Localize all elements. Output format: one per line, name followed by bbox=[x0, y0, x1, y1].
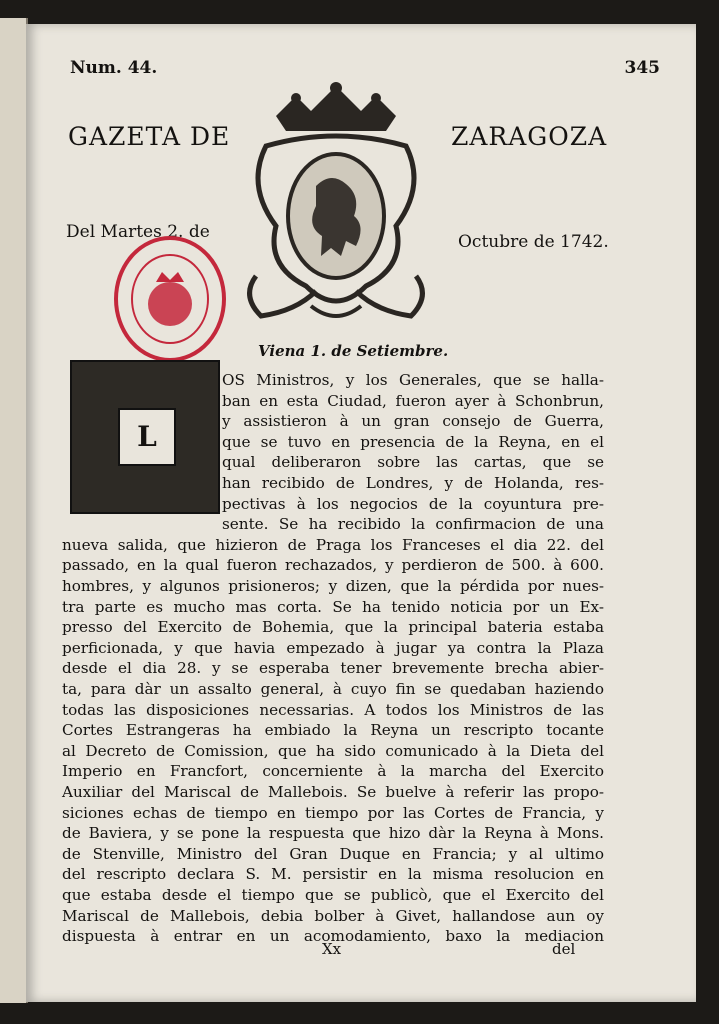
article-line: todas las disposiciones necessarias. A todos los Ministros de las bbox=[62, 700, 604, 719]
issue-number: Num. 44. bbox=[70, 58, 158, 78]
article-line: sente. Se ha recibido la confirmacion de una bbox=[222, 515, 604, 534]
article-line: Imperio en Francfort, concerniente à la marcha del Exercito bbox=[62, 762, 604, 781]
article-line: presso del Exercito de Bohemia, que la principal bateria estaba bbox=[62, 618, 604, 637]
article-line: pectivas à los negocios de la coyuntura pre- bbox=[222, 494, 604, 513]
initial-letter: L bbox=[118, 408, 176, 466]
article-line: de Stenville, Ministro del Gran Duque en Francia; y al ultimo bbox=[62, 844, 604, 863]
article-line: qual deliberaron sobre las cartas, que se bbox=[222, 453, 604, 472]
article-line: al Decreto de Comission, que ha sido comunicado à la Dieta del bbox=[62, 741, 604, 760]
issue-date-right: Octubre de 1742. bbox=[458, 232, 609, 252]
page-number: 345 bbox=[624, 58, 660, 78]
article-line: nueva salida, que hizieron de Praga los Franceses el dia 22. del bbox=[62, 535, 604, 554]
article-line: del rescripto declara S. M. persistir en la misma resolucion en bbox=[62, 865, 604, 884]
article-line: y assistieron à un gran consejo de Guerra, bbox=[222, 412, 604, 431]
article-line: OS Ministros, y los Generales, que se halla- bbox=[222, 371, 604, 389]
article-line: que estaba desde el tiempo que se publicò, que el Exercito del bbox=[62, 886, 604, 904]
article-line: tra parte es mucho mas corta. Se ha tenido noticia por un Ex- bbox=[62, 597, 604, 616]
article-line: Cortes Estrangeras ha embiado la Reyna un rescripto tocante bbox=[62, 721, 604, 740]
article-line: ta, para dàr un assalto general, à cuyo fin se quedaban haziendo bbox=[62, 680, 604, 698]
article-line: passado, en la qual fueron rechazados, y perdieron de 500. à 600. bbox=[62, 556, 604, 575]
article-line: dispuesta à entrar en un acomodamiento, baxo la mediacion bbox=[62, 927, 604, 946]
article-line: hombres, y algunos prisioneros; y dizen, que la pérdida por nues- bbox=[62, 577, 604, 595]
article-dateline: Viena 1. de Setiembre. bbox=[258, 342, 449, 360]
signature-mark: Xx bbox=[322, 940, 342, 958]
article-line: de Baviera, y se pone la respuesta que hizo dàr la Reyna à Mons. bbox=[62, 824, 604, 843]
article-line: que se tuvo en presencia de la Reyna, en el bbox=[222, 432, 604, 451]
decorated-initial bbox=[70, 360, 220, 514]
article-line: desde el dia 28. y se esperaba tener brevemente brecha abier- bbox=[62, 659, 604, 678]
article-line: ban en esta Ciudad, fueron ayer à Schonbrun, bbox=[222, 391, 604, 410]
issue-date-left: Del Martes 2. de bbox=[66, 222, 210, 242]
article-line: siciones echas de tiempo en tiempo por las Cortes de Francia, y bbox=[62, 803, 604, 822]
facing-page-edge bbox=[0, 18, 28, 1003]
catchword: del bbox=[552, 940, 576, 958]
masthead-left: GAZETA DE bbox=[68, 122, 231, 151]
masthead-right: ZARAGOZA bbox=[451, 122, 608, 151]
library-stamp-icon bbox=[112, 234, 228, 364]
coat-of-arms-icon bbox=[236, 76, 436, 326]
article-line: han recibido de Londres, y de Holanda, res- bbox=[222, 474, 604, 492]
article-line: Auxiliar del Mariscal de Mallebois. Se buelve à referir las propo- bbox=[62, 783, 604, 801]
gazette-page bbox=[26, 24, 696, 1002]
article-line: perficionada, y que havia empezado à jugar ya contra la Plaza bbox=[62, 638, 604, 657]
article-line: Mariscal de Mallebois, debia bolber à Givet, hallandose aun oy bbox=[62, 906, 604, 925]
